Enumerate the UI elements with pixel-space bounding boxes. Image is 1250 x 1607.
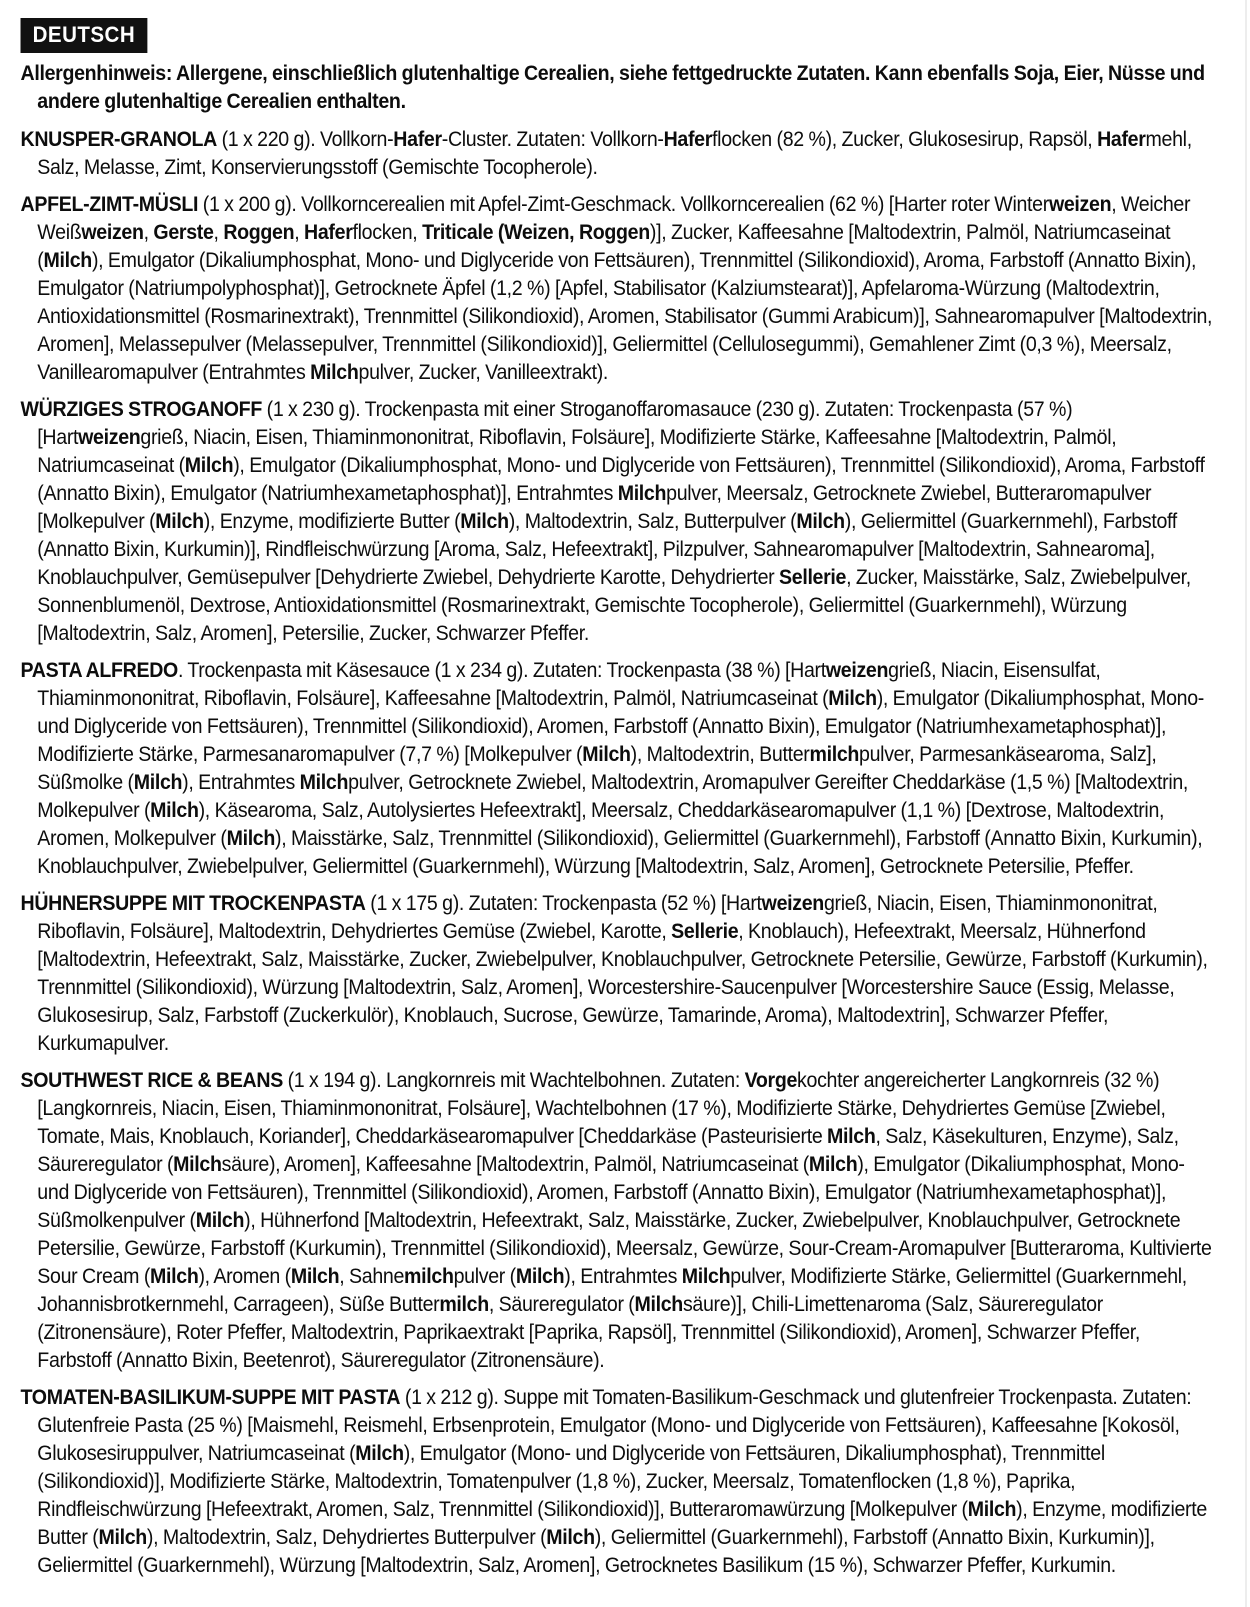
- product-paragraph-tomaten-basilikum-suppe-mit-pasta: [21, 1384, 1213, 1580]
- ingredient-text: (1 x 175 g). Zutaten: Trockenpasta (52 %) [Hart: [365, 892, 762, 915]
- bold-ingredient-text: PASTA ALFREDO: [20, 659, 178, 682]
- ingredient-text: (1 x 212 g). Suppe mit Tomaten-Basilikum-Geschmack und glutenfreier Trockenpasta. Zutaten: Glutenfreie Pasta (25 %) [Maismehl, Reismehl, Erbsenprotein, Emulgator (Mono- und Diglyceride von Fettsäuren), Kaffeesahne [Kokosöl, Glukosesiruppulver, Natriumcaseinat (: [37, 1386, 1192, 1465]
- product-paragraph-apfel-zimt-muesli: [21, 191, 1213, 387]
- ingredient-text: ), Emulgator (Dikaliumphosphat, Mono- und Diglyceride von Fettsäuren), Trennmittel (Silikondioxid), Aroma, Farbstoff (Annatto Bixin), Emulgator (Natriumpolyphosphat)], Getrocknete Äpfel (1,2 %) [Apfel, Stabilisator (Kalziumstearat)], Apfelaroma-Würzung (Maltodextrin, Antioxidationsmittel (Rosmarinextrakt), Trennmittel (Silikondioxid), Aromen, Stabilisator (Gummi Arabicum)], Sahnearomapulver [Maltodextrin, Aromen], Melassepulver (Melassepulver, Trennmittel (Silikondioxid)], Geliermittel (Cellulosegummi), Gemahlener Zimt (0,3 %), Meersalz, Vanillearomapulver (Entrahmtes: [37, 249, 1213, 384]
- ingredient-text: ), Maltodextrin, Salz, Dehydriertes Butterpulver (: [146, 1526, 547, 1549]
- product-paragraph-wuerziges-stroganoff: [21, 396, 1213, 648]
- language-badge-label: DEUTSCH: [32, 22, 136, 47]
- ingredient-text: pulver (: [453, 1265, 516, 1288]
- bold-ingredient-text: weizen: [825, 659, 889, 682]
- ingredient-text: (1 x 220 g). Vollkorn-: [216, 128, 394, 151]
- product-paragraph-huehnersuppe-mit-trockenpasta: [21, 890, 1213, 1058]
- ingredient-text: ), Emulgator (Dikaliumphosphat, Mono- und Diglyceride von Fettsäuren), Trennmittel (Silikondioxid), Aromen, Farbstoff (Annatto Bixin), Emulgator (Natriumhexametaphosphat)], Modifizierte Stärke, Parmesanaromapulver (7,7 %) [Molkepulver (: [37, 687, 1205, 766]
- bold-ingredient-text: Milch: [515, 1265, 565, 1288]
- ingredient-text: säure)], Chili-Limettenaroma (Salz, Säureregulator (Zitronensäure), Roter Pfeffer, Maltodextrin, Paprikaextrakt [Paprika, Rapsöl], Trennmittel (Silikondioxid), Aromen], Schwarzer Pfeffer, Farbstoff (Annatto Bixin, Beetenrot), Säureregulator (Zitronensäure).: [37, 1293, 1141, 1372]
- bold-ingredient-text: weizen: [78, 426, 141, 449]
- ingredient-text: ), Hühnerfond [Maltodextrin, Hefeextrakt, Salz, Maisstärke, Zucker, Zwiebelpulver, Knoblauchpulver, Getrocknete Petersilie, Gewürze, Farbstoff (Kurkumin), Trennmittel (Silikondioxid), Meersalz, Gewürze, Sour-Cream-Aromapulver [Butteraroma, Kultivierte Sour Cream (: [37, 1209, 1212, 1288]
- bold-ingredient-text: Hafer: [1097, 128, 1146, 151]
- bold-ingredient-text: Milch: [43, 249, 92, 272]
- bold-ingredient-text: Milch: [150, 1265, 199, 1288]
- bold-ingredient-text: Milch: [828, 687, 877, 710]
- bold-ingredient-text: Milch: [155, 510, 204, 533]
- ingredient-text: pulver, Getrocknete Zwiebel, Maltodextrin, Aromapulver Gereifter Cheddarkäse (1,5 %) [Maltodextrin, Molkepulver (: [37, 771, 1189, 822]
- ingredient-text: grieß, Niacin, Eisensulfat, Thiaminmononitrat, Riboflavin, Folsäure], Kaffeesahne [Maltodextrin, Palmöl, Natriumcaseinat (: [37, 659, 1101, 710]
- bold-ingredient-text: TOMATEN-BASILIKUM-SUPPE MIT PASTA: [20, 1386, 401, 1409]
- ingredient-text: , Weicher Weiß: [37, 193, 1191, 244]
- ingredient-text: pulver, Modifizierte Stärke, Geliermittel (Guarkernmehl, Johannisbrotkernmehl, Carrageen), Süße Butter: [37, 1265, 1187, 1316]
- bold-ingredient-text: Milch: [460, 510, 509, 533]
- ingredient-text: ), Maltodextrin, Salz, Butterpulver (: [508, 510, 797, 533]
- bold-ingredient-text: Milch: [195, 1209, 245, 1232]
- ingredient-text: (1 x 194 g). Langkornreis mit Wachtelbohnen. Zutaten:: [282, 1069, 745, 1092]
- ingredient-text: ), Käsearoma, Salz, Autolysiertes Hefeextrakt], Meersalz, Cheddarkäsearomapulver (1,1 %) [Dextrose, Maltodextrin, Aromen, Molkepulver (: [37, 799, 1165, 850]
- bold-ingredient-text: milch: [404, 1265, 454, 1288]
- ingredient-text: ), Enzyme, modifizierte Butter (: [203, 510, 461, 533]
- bold-ingredient-text: Milch: [173, 1153, 222, 1176]
- product-paragraph-pasta-alfredo: [21, 657, 1213, 881]
- bold-ingredient-text: Milch: [184, 454, 234, 477]
- bold-ingredient-text: milch: [809, 743, 860, 766]
- ingredient-text: säure), Aromen], Kaffeesahne [Maltodextrin, Palmöl, Natriumcaseinat (: [221, 1153, 809, 1176]
- ingredient-text: ), Entrahmtes: [564, 1265, 682, 1288]
- ingredient-text: , Knoblauch), Hefeextrakt, Meersalz, Hühnerfond [Maltodextrin, Hefeextrakt, Salz, Maisstärke, Zucker, Zwiebelpulver, Knoblauchpulver, Getrocknete Petersilie, Gewürze, Farbstoff (Kurkumin), Trennmittel (Silikondioxid), Würzung [Maltodextrin, Salz, Aromen], Worcestershire-Saucenpulver [Worcestershire Sauce (Essig, Melasse, Glukosesirup, Salz, Farbstoff (Zuckerkulör), Knoblauch, Sucrose, Gewürze, Tamarinde, Aroma), Maltodextrin], Schwarzer Pfeffer, Kurkumapulver.: [37, 920, 1208, 1055]
- ingredient-text: mehl, Salz, Melasse, Zimt, Konservierungsstoff (Gemischte Tocopherole).: [37, 128, 1192, 179]
- ingredient-text: flocken,: [352, 221, 423, 244]
- bold-ingredient-text: Milch: [827, 1125, 876, 1148]
- bold-ingredient-text: Allergenhinweis: Allergene, einschließlich glutenhaltige Cerealien, siehe fettgedruckte Zutaten. Kann ebenfalls Soja, Eier, Nüsse und andere glutenhaltige Cerealien enthalten.: [20, 62, 1205, 113]
- ingredient-text: grieß, Niacin, Eisen, Thiaminmononitrat, Riboflavin, Folsäure], Maltodextrin, Dehydriertes Gemüse (Zwiebel, Karotte,: [37, 892, 1158, 943]
- bold-ingredient-text: Sellerie: [671, 920, 739, 943]
- ingredient-text: pulver, Parmesankäsearoma, Salz], Süßmolke (: [37, 743, 1157, 794]
- bold-ingredient-text: Milch: [150, 799, 199, 822]
- ingredient-text: ), Geliermittel (Guarkernmehl), Farbstoff (Annatto Bixin, Kurkumin)], Geliermittel (Guarkernmehl), Würzung [Maltodextrin, Salz, Aromen], Getrocknetes Basilikum (15 %), Schwarzer Pfeffer, Kurkumin.: [37, 1526, 1155, 1577]
- bold-ingredient-text: Milch: [634, 1293, 683, 1316]
- ingredient-text: ,: [143, 221, 154, 244]
- product-paragraph-southwest-rice-and-beans: [21, 1067, 1213, 1375]
- bold-ingredient-text: Milch: [98, 1526, 147, 1549]
- ingredient-text: . Trockenpasta mit Käsesauce (1 x 234 g). Zutaten: Trockenpasta (38 %) [Hart: [177, 659, 826, 682]
- bold-ingredient-text: Gerste: [153, 221, 214, 244]
- bold-ingredient-text: KNUSPER-GRANOLA: [20, 128, 217, 151]
- bold-ingredient-text: Milch: [133, 771, 183, 794]
- bold-ingredient-text: Milch: [310, 361, 359, 384]
- ingredient-text: , Sahne: [339, 1265, 405, 1288]
- ingredient-text: ), Emulgator (Mono- und Diglyceride von Fettsäuren, Dikaliumphosphat), Trennmittel (Silikondioxid)], Modifizierte Stärke, Maltodextrin, Tomatenpulver (1,8 %), Zucker, Meersalz, Tomatenflocken (1,8 %), Paprika, Rindfleischwürzung [Hefeextrakt, Aromen, Salz, Trennmittel (Silikondioxid)], Butteraromawürzung [Molkepulver (: [37, 1442, 1105, 1521]
- bold-ingredient-text: Milch: [796, 510, 845, 533]
- ingredient-text: ), Entrahmtes: [182, 771, 300, 794]
- bold-ingredient-text: Milch: [290, 1265, 340, 1288]
- bold-ingredient-text: Milch: [355, 1442, 404, 1465]
- ingredient-text: grieß, Niacin, Eisen, Thiaminmononitrat, Riboflavin, Folsäure], Modifizierte Stärke, Kaffeesahne [Maltodextrin, Palmöl, Natriumcaseinat (: [37, 426, 1117, 477]
- bold-ingredient-text: Milch: [299, 771, 349, 794]
- bold-ingredient-text: SOUTHWEST RICE & BEANS: [20, 1069, 283, 1092]
- ingredient-text: ), Maisstärke, Salz, Trennmittel (Silikondioxid), Geliermittel (Guarkernmehl), Farbstoff (Annatto Bixin, Kurkumin), Knoblauchpulver, Zwiebelpulver, Geliermittel (Guarkernmehl), Würzung [Maltodextrin, Salz, Aromen], Getrocknete Petersilie, Pfeffer.: [37, 827, 1203, 878]
- ingredient-text: kochter angereicherter Langkornreis (32 %) [Langkornreis, Niacin, Eisen, Thiaminmononitrat, Folsäure], Wachtelbohnen (17 %), Modifizierte Stärke, Dehydriertes Gemüse [Zwiebel, Tomate, Mais, Knoblauch, Koriander], Cheddarkäsearomapulver [Cheddarkäse (Pasteurisierte: [37, 1069, 1166, 1148]
- product-paragraph-knusper-granola: [21, 126, 1213, 182]
- ingredient-text: flocken (82 %), Zucker, Glukosesirup, Rapsöl,: [712, 128, 1098, 151]
- ingredient-text: -Cluster. Zutaten: Vollkorn-: [441, 128, 664, 151]
- bold-ingredient-text: weizen: [81, 221, 144, 244]
- bold-ingredient-text: Milch: [582, 743, 631, 766]
- ingredient-text: (1 x 230 g). Trockenpasta mit einer Stroganoffaromasauce (230 g). Zutaten: Trockenpasta (57 %) [Hart: [37, 398, 1073, 449]
- allergen-notice: [21, 60, 1213, 116]
- bold-ingredient-text: Roggen: [223, 221, 295, 244]
- ingredient-text: , Salz, Käsekulturen, Enzyme), Salz, Säureregulator (: [37, 1125, 1179, 1176]
- bold-ingredient-text: WÜRZIGES STROGANOFF: [20, 398, 262, 421]
- language-badge: [21, 18, 148, 53]
- bold-ingredient-text: weizen: [761, 892, 824, 915]
- bold-ingredient-text: Sellerie: [779, 566, 847, 589]
- ingredient-text: pulver, Zucker, Vanilleextrakt).: [358, 361, 609, 384]
- ingredient-text: ), Emulgator (Dikaliumphosphat, Mono- und Diglyceride von Fettsäuren), Trennmittel (Silikondioxid), Aromen, Farbstoff (Annatto Bixin), Emulgator (Natriumhexametaphosphat)], Süßmolkenpulver (: [37, 1153, 1185, 1232]
- ingredient-text: )], Zucker, Kaffeesahne [Maltodextrin, Palmöl, Natriumcaseinat (: [37, 221, 1171, 272]
- bold-ingredient-text: Hafer: [663, 128, 713, 151]
- bold-ingredient-text: Milch: [546, 1526, 595, 1549]
- bold-ingredient-text: HÜHNERSUPPE MIT TROCKENPASTA: [20, 892, 366, 915]
- bold-ingredient-text: Milch: [808, 1153, 858, 1176]
- ingredient-text: pulver, Meersalz, Getrocknete Zwiebel, Butteraromapulver [Molkepulver (: [37, 482, 1152, 533]
- bold-ingredient-text: milch: [439, 1293, 489, 1316]
- ingredient-text: ), Maltodextrin, Butter: [630, 743, 810, 766]
- bold-ingredient-text: Hafer: [304, 221, 353, 244]
- bold-ingredient-text: weizen: [1048, 193, 1112, 216]
- ingredient-text: , Säureregulator (: [488, 1293, 635, 1316]
- ingredient-text: ), Geliermittel (Guarkernmehl), Farbstoff (Annatto Bixin, Kurkumin)], Rindfleischwürzung [Aroma, Salz, Hefeextrakt], Pilzpulver, Sahnearomapulver [Maltodextrin, Sahnearoma], Knoblauchpulver, Gemüsepulver [Dehydrierte Zwiebel, Dehydrierte Karotte, Dehydrierter: [37, 510, 1177, 589]
- ingredient-text: ,: [294, 221, 305, 244]
- ingredient-text: ,: [213, 221, 224, 244]
- ingredient-text: ), Aromen (: [198, 1265, 291, 1288]
- bold-ingredient-text: Milch: [967, 1498, 1017, 1521]
- bold-ingredient-text: Triticale (Weizen, Roggen: [422, 221, 650, 244]
- ingredient-text: ), Emulgator (Dikaliumphosphat, Mono- und Diglyceride von Fettsäuren), Trennmittel (Silikondioxid), Aroma, Farbstoff (Annatto Bixin), Emulgator (Natriumhexametaphosphat)], Entrahmtes: [37, 454, 1205, 505]
- bold-ingredient-text: Milch: [617, 482, 667, 505]
- bold-ingredient-text: APFEL-ZIMT-MÜSLI: [20, 193, 199, 216]
- ingredient-text: (1 x 200 g). Vollkorncerealien mit Apfel-Zimt-Geschmack. Vollkorncerealien (62 %) [Harter roter Winter: [198, 193, 1049, 216]
- bold-ingredient-text: Vorge: [744, 1069, 798, 1092]
- ingredient-text: ), Enzyme, modifizierte Butter (: [37, 1498, 1207, 1549]
- bold-ingredient-text: Milch: [681, 1265, 731, 1288]
- ingredient-text: , Zucker, Maisstärke, Salz, Zwiebelpulver, Sonnenblumenöl, Dextrose, Antioxidationsmittel (Rosmarinextrakt, Gemischte Tocopherole), Geliermittel (Guarkernmehl), Würzung [Maltodextrin, Salz, Aromen], Petersilie, Zucker, Schwarzer Pfeffer.: [37, 566, 1191, 645]
- bold-ingredient-text: Hafer: [393, 128, 442, 151]
- bold-ingredient-text: Milch: [226, 827, 276, 850]
